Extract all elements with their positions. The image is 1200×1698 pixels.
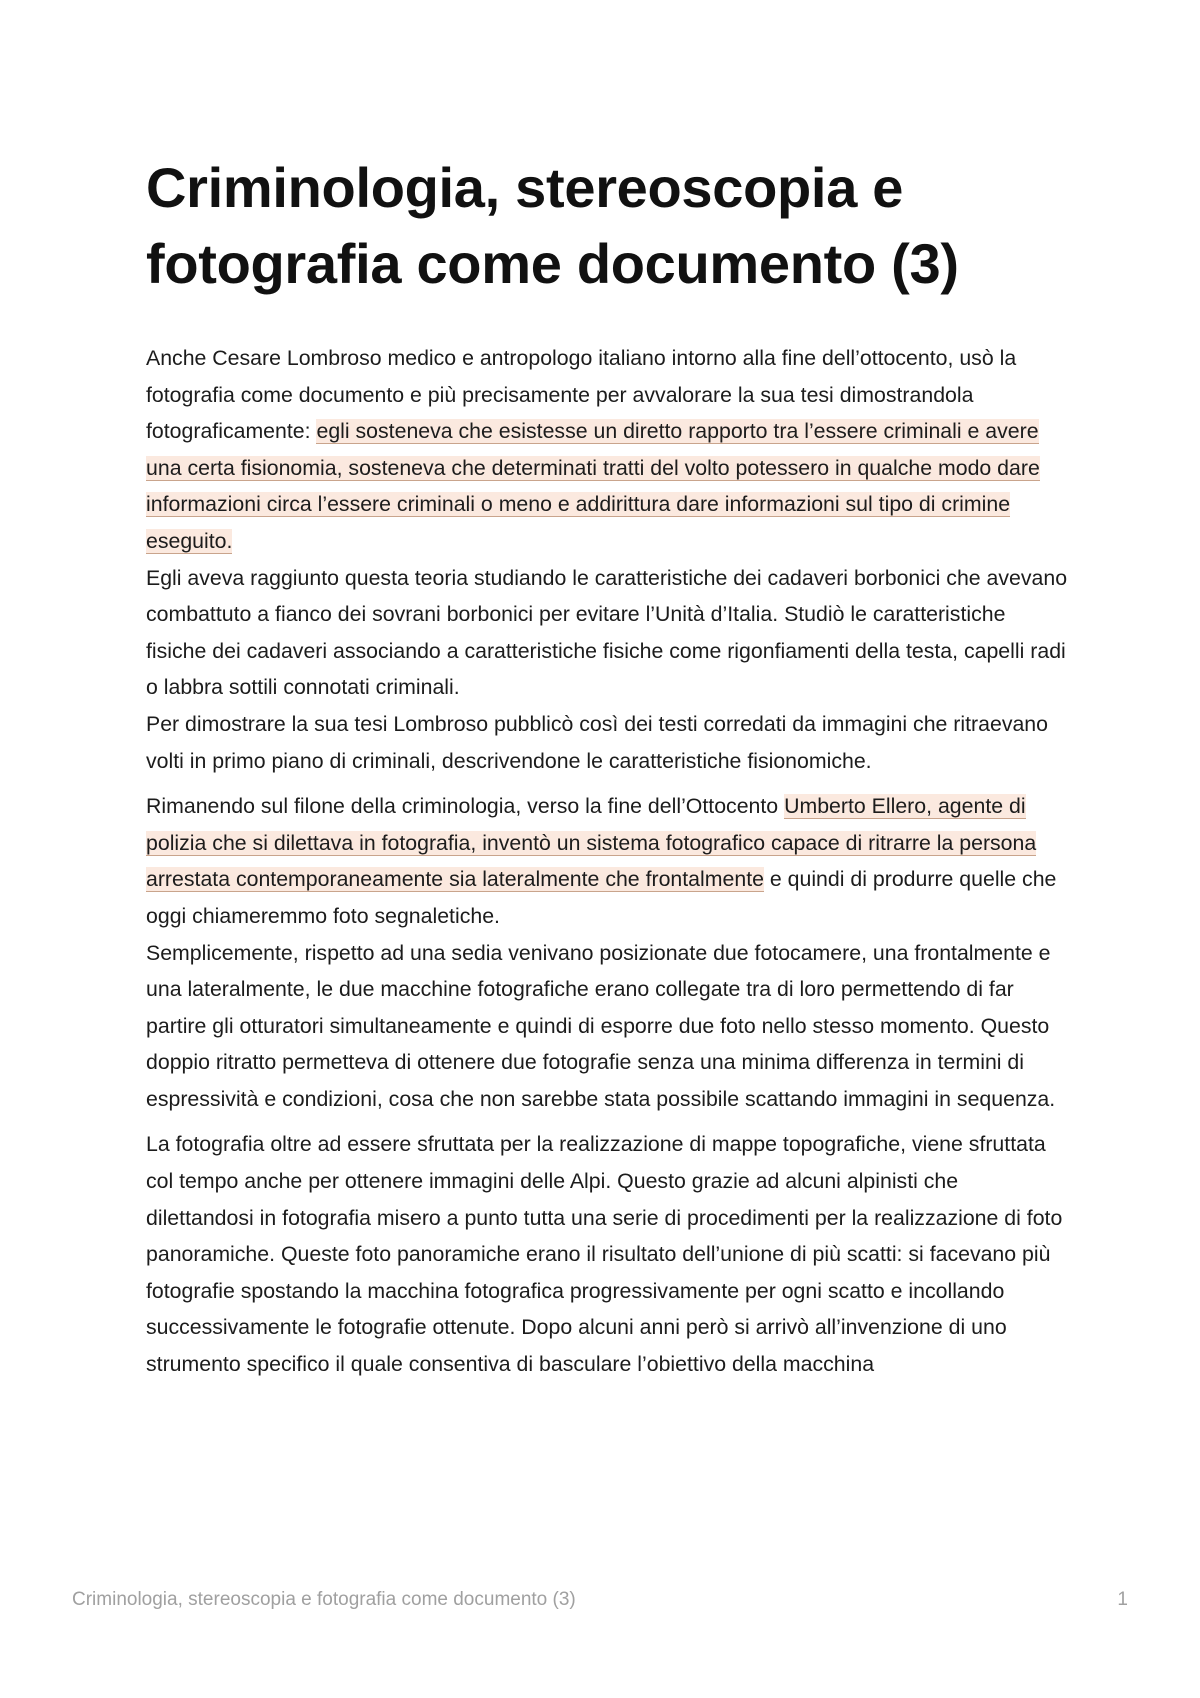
text-run: La fotografia oltre ad essere sfruttata per la realizzazione di mappe topografiche, viene sfruttata col tempo anche per ottenere immagini delle Alpi. Questo grazie ad alcuni alpinisti che dilettandosi in fotografia misero a punto tutta una serie di procedimenti per la realizzazione di foto panoramiche. Queste foto panoramiche erano il risultato dell’unione di più scatti: si facevano più fotografie spostando la macchina fotografica progressivamente per ogni scatto e incollando successivamente le fotografie ottenute. Dopo alcuni anni però si arrivò all’invenzione di uno strumento specifico il quale consentiva di basculare l’obiettivo della macchina [146,1132,1063,1377]
paragraphs-container [146,340,1068,1383]
text-run: Per dimostrare la sua tesi Lombroso pubblicò così dei testi corredati da immagini che ritraevano volti in primo piano di criminali, descrivendone le caratteristiche fisionomiche. [146,711,1048,773]
page-footer [72,1588,1128,1612]
paragraph [146,1126,1068,1382]
text-run: Anche Cesare Lombroso medico e antropologo italiano intorno alla fine dell’ottocento, usò la fotografia come documento e più precisamente per avvalorare la sua tesi dimostrandola fotograficamente: [146,346,1017,444]
text-run: Egli aveva raggiunto questa teoria studiando le caratteristiche dei cadaveri borbonici che avevano combattuto a fianco dei sovrani borbonici per evitare l’Unità d’Italia. Studiò le caratteristiche fisiche dei cadaveri associando a caratteristiche fisiche come rigonfiamenti della testa, capelli radi o labbra sottili connotati criminali. [146,565,1068,700]
paragraph [146,935,1068,1118]
footer-title: Criminologia, stereoscopia e fotografia come documento (3) [72,1589,576,1610]
highlighted-text: Umberto Ellero, agente di polizia che si dilettava in fotografia, inventò un sistema fotografico capace di ritrarre la persona arrestata contemporaneamente sia lateralmente che frontalmente [146,794,1037,892]
text-run: Semplicemente, rispetto ad una sedia venivano posizionate due fotocamere, una frontalmente e una lateralmente, le due macchine fotografiche erano collegate tra di loro permettendo di far partire gli otturatori simultaneamente e quindi di esporre due foto nello stesso momento. Questo doppio ritratto permetteva di ottenere due fotografie senza una minima differenza in termini di espressività e condizioni, cosa che non sarebbe stata possibile scattando immagini in sequenza. [146,940,1056,1111]
footer-page-number: 1 [1117,1589,1128,1610]
text-run: Rimanendo sul filone della criminologia, verso la fine dell’Ottocento [146,794,785,819]
highlighted-text: egli sosteneva che esistesse un diretto rapporto tra l’essere criminali e avere una certa fisionomia, sosteneva che determinati tratti del volto potessero in qualche modo dare informazioni circa l’essere criminali o meno e addirittura dare informazioni sul tipo di crimine eseguito. [146,419,1040,553]
text-run: e quindi di produrre quelle che oggi chiameremmo foto segnaletiche. [146,867,1057,928]
document-body [146,150,1068,1383]
document-title: Criminologia, stereoscopia e fotografia come documento (3) [146,156,959,295]
paragraph [146,788,1068,934]
paragraph [146,340,1068,560]
paragraph [146,560,1068,706]
paragraph [146,706,1068,779]
